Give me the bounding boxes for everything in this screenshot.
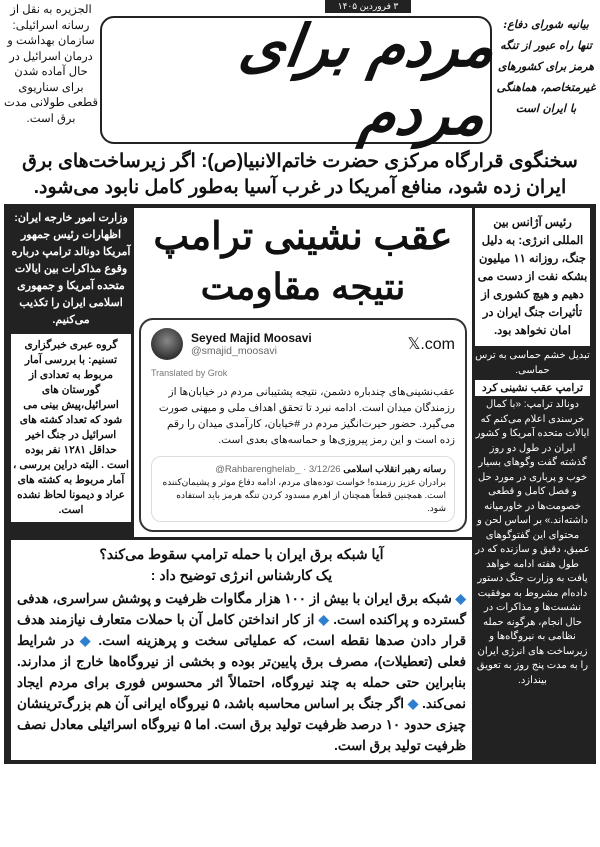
article-intro: یک کارشناس انرژی توضیح داد : [150, 567, 333, 583]
power-grid-article [11, 540, 472, 760]
content-frame [4, 204, 596, 764]
iea-brief: رئیس آژانس بین المللی انرژی: به دلیل جنگ، روزانه ۱۱ میلیون بشکه نفت از دست می دهیم و هیچ کشوری از تأثیرات جنگ ایران در امان نخواهد بود. [475, 208, 590, 346]
trump-column [475, 349, 590, 688]
masthead-area [0, 0, 600, 147]
trump-retreat-label: ترامپ عقب نشینی کرد [475, 380, 590, 396]
masthead [100, 12, 500, 148]
tweet-text: عقب‌نشینی‌های چندباره دشمن، نتیجه پشتیبانی مردم در خیابان‌ها از رزمندگان میدان است. ادامه نبرد تا تحقق اهداف ملی و میهنی صورت می‌گیرد. حضور حیرت‌انگیز مردم در #خیابان، کارآمدی میدان را رقم زده است و این رمز پیروزی‌ها و حماسه‌های بعدی است. [158, 386, 455, 446]
bullet-icon: ◆ [80, 633, 93, 648]
tweet-card [139, 318, 467, 532]
tweet-handle: @smajid_moosavi [191, 345, 277, 357]
bullet-icon: ◆ [318, 612, 330, 627]
point-4: اگر جنگ بر اساس محاسبه باشد، ۵ نیروگاه ایرانی آن هم بزرگ‌ترینشان چیزی حدود ۱۰ درصد ظرفیت تولید برق است. اما ۵ نیروگاه اسرائیلی معادل نصف ظرفیت تولید برق است. [17, 696, 467, 753]
tasnim-brief: گروه عبری خبرگزاری تسنیم: با بررسی آمار مربوط به تعدادی از گورستان های اسرائیل،پیش بینی می شود که تعداد کشته های اسرائیل در جنگ اخیر حداقل ۱۲۸۱ نفر بوده است . البته دراین بررسی ، آمار مربوط به کشته های عراد و دیمونا لحاظ نشده است. [11, 334, 131, 522]
article-body [17, 588, 466, 756]
tweet-author: Seyed Majid Moosavi [191, 331, 312, 345]
point-3: در شرایط فعلی (تعطیلات)، مصرف برق پایین‌تر بوده و بخشی از نیروگاه‌ها خارج از مدارند. بنابراین حتی حمله به چند نیروگاه، احتمالاً اثر محسوس فوری برای مردم ایجاد نمی‌کند. [17, 633, 466, 711]
point-1: شبکه برق ایران با بیش از ۱۰۰ هزار مگاوات ظرفیت و پوشش سراسری، هدفی گسترده و پراکنده است. [17, 591, 466, 627]
issue-date: ۳ فروردین ۱۴۰۵ [325, 0, 411, 13]
point-2: از کار انداختن کامل آن با حملات متعارف نیازمند هدف قرار دادن صدها نقطه است، که عملیاتی سخت و پرهزینه است. [17, 612, 466, 648]
article-question: آیا شبکه برق ایران با حمله ترامپ سقوط می‌کند؟ [99, 546, 384, 562]
quote-text: برادران عزیز رزمنده! خواست توده‌های مردم، ادامه دفاع موثر و پشیمان‌کننده است. همچنین قطعاً همچنان از اهرم مسدود کردن تنگه هرمز باید استفاده شود. [162, 477, 446, 513]
bullet-icon: ◆ [407, 696, 419, 711]
translated-label: Translated by Grok [151, 368, 228, 378]
left-column [11, 208, 131, 537]
trump-statement: دونالد ترامپ: «با کمال خرسندی اعلام می‌کنم که ایالات متحده آمریکا و کشور ایران در طول دو روز گذشته گفت وگوهای بسیار خوب و پرباری در مورد حل و فصل کامل و قطعی خصومت‌ها در خاورمیانه داشته‌اند.» بر اساس لحن و محتوای این گفتوگوهای عمیق، دقیق و سازنده که در طول هفته ادامه خواهد یافت به وزارت جنگ دستور داده‌ام مشروط به موفقیت نشست‌ها و مذاکرات در حال انجام، هرگونه حمله نظامی به نیروگاه‌ها و زیرساخت های انرژی ایران را به مدت پنج روز به تعویق بیندازد. [475, 399, 590, 686]
bullet-icon: ◆ [455, 591, 466, 606]
main-headline: سخنگوی قرارگاه مرکزی حضرت خاتم‌الانبیا(ص): اگر زیرساخت‌های برق ایران زده شود، منافع آمریکا در غرب آسیا به‌طور کامل نابود می‌شود. [22, 151, 578, 198]
right-column [475, 208, 590, 760]
avatar [151, 328, 183, 360]
quoted-tweet [151, 456, 455, 522]
lead-story [134, 208, 472, 537]
news-brief-aljazeera: الجزیره به نقل از رسانه اسرائیلی: سازمان بهداشت و درمان اسرائیل در حال آماده شدن برای سناریوی قطعی طولانی مدت برق است. [4, 4, 98, 125]
quote-author: رسانه رهبر انقلاب اسلامی [343, 464, 446, 475]
lead-subtitle: نتیجه مقاومت [200, 266, 406, 307]
masthead-logo: مردم برای مردم [235, 12, 500, 148]
quote-handle: @Rahbarenghelab_ · 3/12/26 [215, 464, 341, 475]
x-logo-icon: 𝕏.com [407, 336, 455, 353]
foreign-ministry-brief: وزارت امور خارجه ایران: اظهارات رئیس جمهور آمریکا دونالد ترامپ درباره وقوع مذاکرات بین ایالات متحده آمریکا و جمهوری اسلامی ایران را تکذیب می‌کنیم. [11, 212, 131, 326]
hamasi-note: تبدیل خشم حماسی به ترس حماسی. [475, 350, 590, 376]
news-brief-defense-council: بیانیه شورای دفاع: تنها راه عبور از تنگه هرمز برای کشورهای غیرمتخاصم، هماهنگی با ایران است [496, 18, 596, 115]
lead-title: عقب نشینی ترامپ [153, 216, 453, 258]
